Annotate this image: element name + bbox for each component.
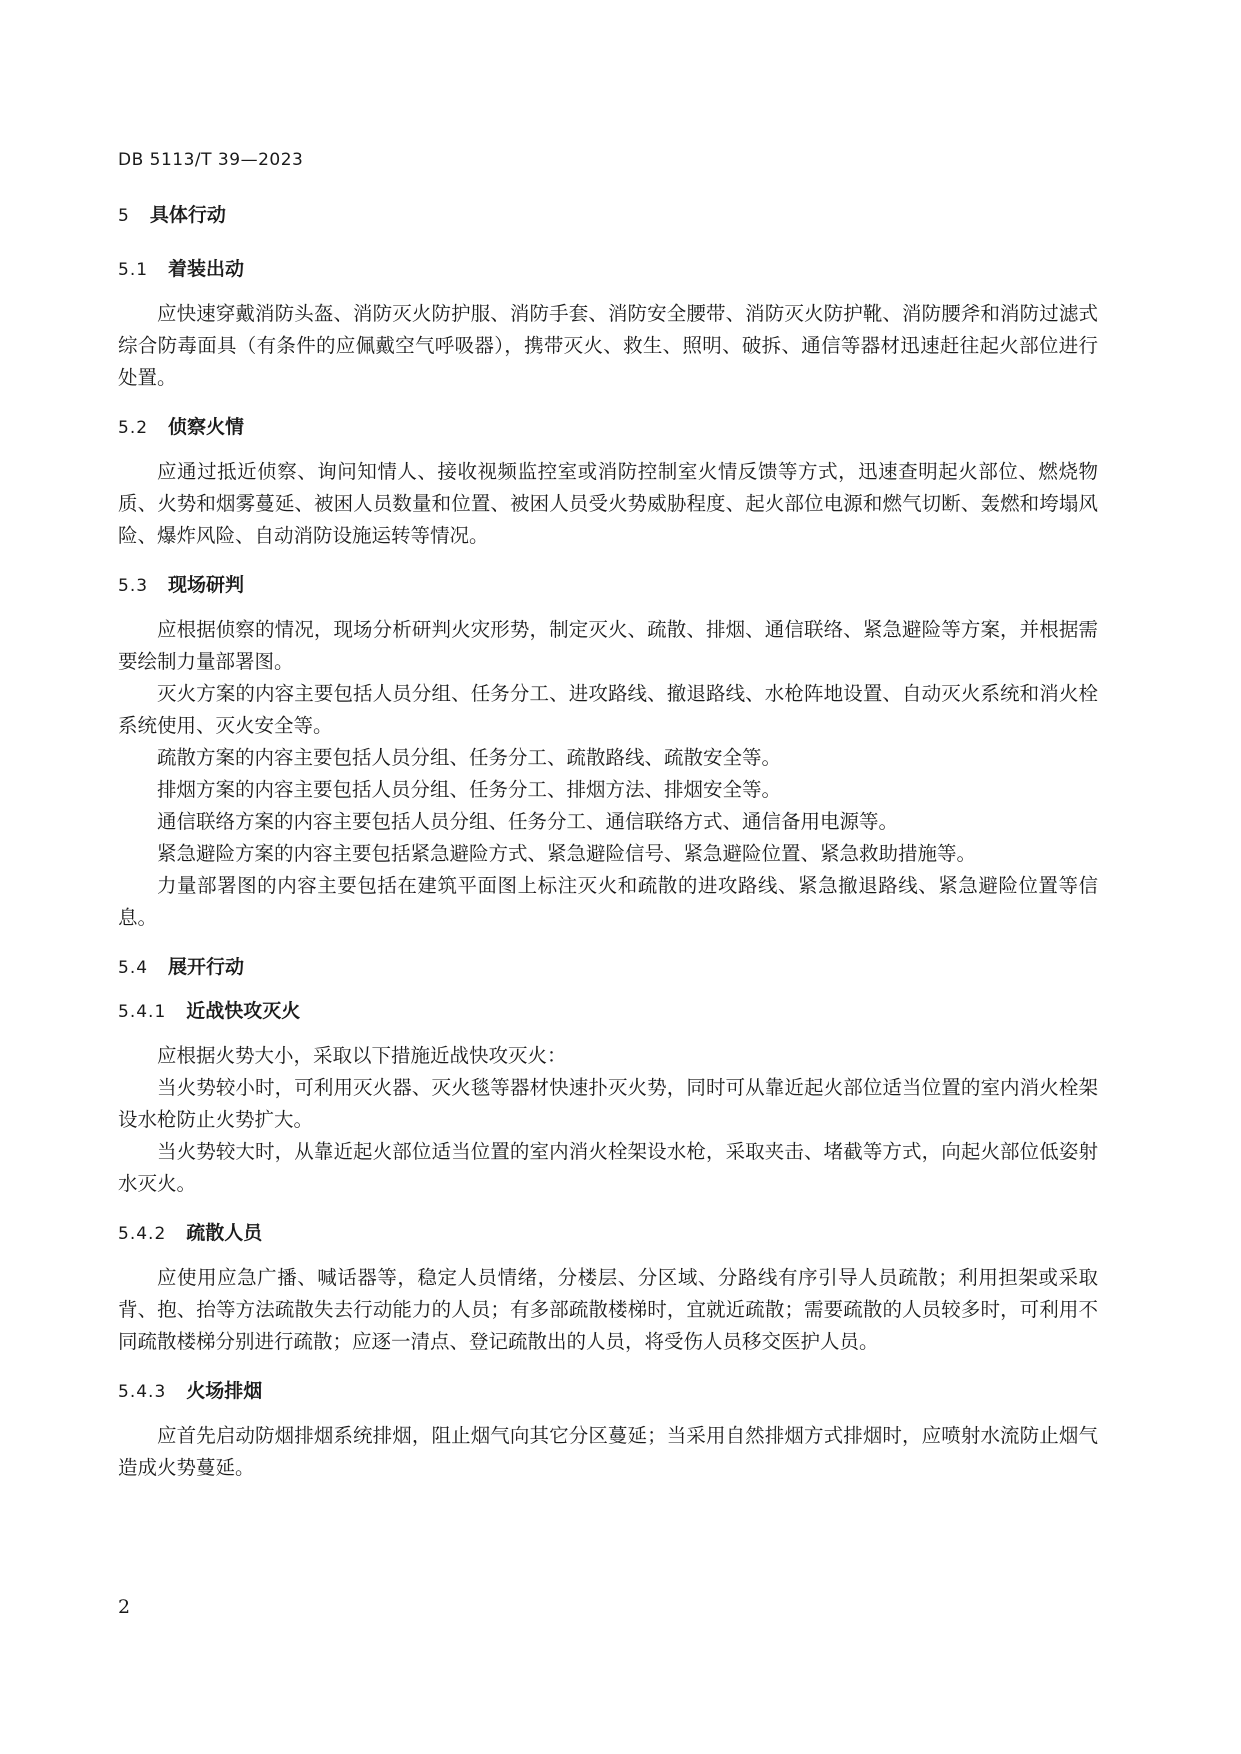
section-title: 近战快攻灭火 [186, 1000, 301, 1022]
paragraph: 应使用应急广播、喊话器等，稳定人员情绪，分楼层、分区域、分路线有序引导人员疏散；利用担架或采取背、抱、抬等方法疏散失去行动能力的人员；有多部疏散楼梯时，宜就近疏散；需要疏散的人员较多时，可利用不同疏散楼梯分别进行疏散；应逐一清点、登记疏散出的人员，将受伤人员移交医护人员。 [118, 1266, 1098, 1353]
section-heading-5-1 [118, 254, 1098, 285]
section-title: 具体行动 [149, 204, 226, 226]
section-number: 5.3 [118, 576, 149, 596]
document-code: DB 5113/T 39—2023 [118, 150, 304, 170]
section-number: 5.4.3 [118, 1382, 167, 1402]
section-heading-5-4-1 [118, 996, 1098, 1027]
section-title: 现场研判 [168, 574, 245, 596]
paragraph: 紧急避险方案的内容主要包括紧急避险方式、紧急避险信号、紧急避险位置、紧急救助措施等。 [157, 842, 977, 865]
section-body-5-2 [118, 456, 1098, 552]
section-body-5-1 [118, 298, 1098, 394]
section-title: 疏散人员 [186, 1222, 263, 1244]
section-number: 5.2 [118, 418, 149, 438]
section-body-5-4-3 [118, 1420, 1098, 1484]
paragraph: 应根据火势大小，采取以下措施近战快攻灭火： [157, 1044, 567, 1067]
page-number: 2 [118, 1596, 131, 1618]
paragraph: 当火势较大时，从靠近起火部位适当位置的室内消火栓架设水枪，采取夹击、堵截等方式，向起火部位低姿射水灭火。 [118, 1140, 1098, 1195]
section-title: 侦察火情 [168, 416, 245, 438]
paragraph: 应通过抵近侦察、询问知情人、接收视频监控室或消防控制室火情反馈等方式，迅速查明起火部位、燃烧物质、火势和烟雾蔓延、被困人员数量和位置、被困人员受火势威胁程度、起火部位电源和燃气切断、轰燃和垮塌风险、爆炸风险、自动消防设施运转等情况。 [118, 460, 1098, 547]
section-heading-5-4 [118, 952, 1098, 983]
section-number: 5 [118, 206, 130, 226]
paragraph: 当火势较小时，可利用灭火器、灭火毯等器材快速扑灭火势，同时可从靠近起火部位适当位置的室内消火栓架设水枪防止火势扩大。 [118, 1076, 1098, 1131]
section-heading-5-4-2 [118, 1218, 1098, 1249]
section-heading-5-2 [118, 412, 1098, 443]
section-number: 5.4.2 [118, 1224, 167, 1244]
paragraph: 疏散方案的内容主要包括人员分组、任务分工、疏散路线、疏散安全等。 [157, 746, 782, 769]
paragraph: 灭火方案的内容主要包括人员分组、任务分工、进攻路线、撤退路线、水枪阵地设置、自动灭火系统和消火栓系统使用、灭火安全等。 [118, 682, 1098, 737]
paragraph: 排烟方案的内容主要包括人员分组、任务分工、排烟方法、排烟安全等。 [157, 778, 782, 801]
paragraph: 应根据侦察的情况，现场分析研判火灾形势，制定灭火、疏散、排烟、通信联络、紧急避险等方案，并根据需要绘制力量部署图。 [118, 618, 1098, 673]
paragraph: 通信联络方案的内容主要包括人员分组、任务分工、通信联络方式、通信备用电源等。 [157, 810, 899, 833]
section-heading-5-3 [118, 570, 1098, 601]
section-body-5-4-1 [118, 1040, 1098, 1200]
section-body-5-4-2 [118, 1262, 1098, 1358]
document-body [118, 200, 1098, 1502]
section-title: 火场排烟 [186, 1380, 263, 1402]
paragraph: 力量部署图的内容主要包括在建筑平面图上标注灭火和疏散的进攻路线、紧急撤退路线、紧急避险位置等信息。 [118, 874, 1098, 929]
paragraph: 应快速穿戴消防头盔、消防灭火防护服、消防手套、消防安全腰带、消防灭火防护靴、消防腰斧和消防过滤式综合防毒面具（有条件的应佩戴空气呼吸器），携带灭火、救生、照明、破拆、通信等器材迅速赶往起火部位进行处置。 [118, 302, 1098, 389]
section-number: 5.1 [118, 260, 149, 280]
paragraph: 应首先启动防烟排烟系统排烟，阻止烟气向其它分区蔓延；当采用自然排烟方式排烟时，应喷射水流防止烟气造成火势蔓延。 [118, 1424, 1098, 1479]
section-title: 展开行动 [168, 956, 245, 978]
section-number: 5.4.1 [118, 1002, 167, 1022]
section-body-5-3 [118, 614, 1098, 934]
section-heading-5-4-3 [118, 1376, 1098, 1407]
section-heading-5 [118, 200, 1098, 231]
section-title: 着装出动 [168, 258, 245, 280]
section-number: 5.4 [118, 958, 149, 978]
